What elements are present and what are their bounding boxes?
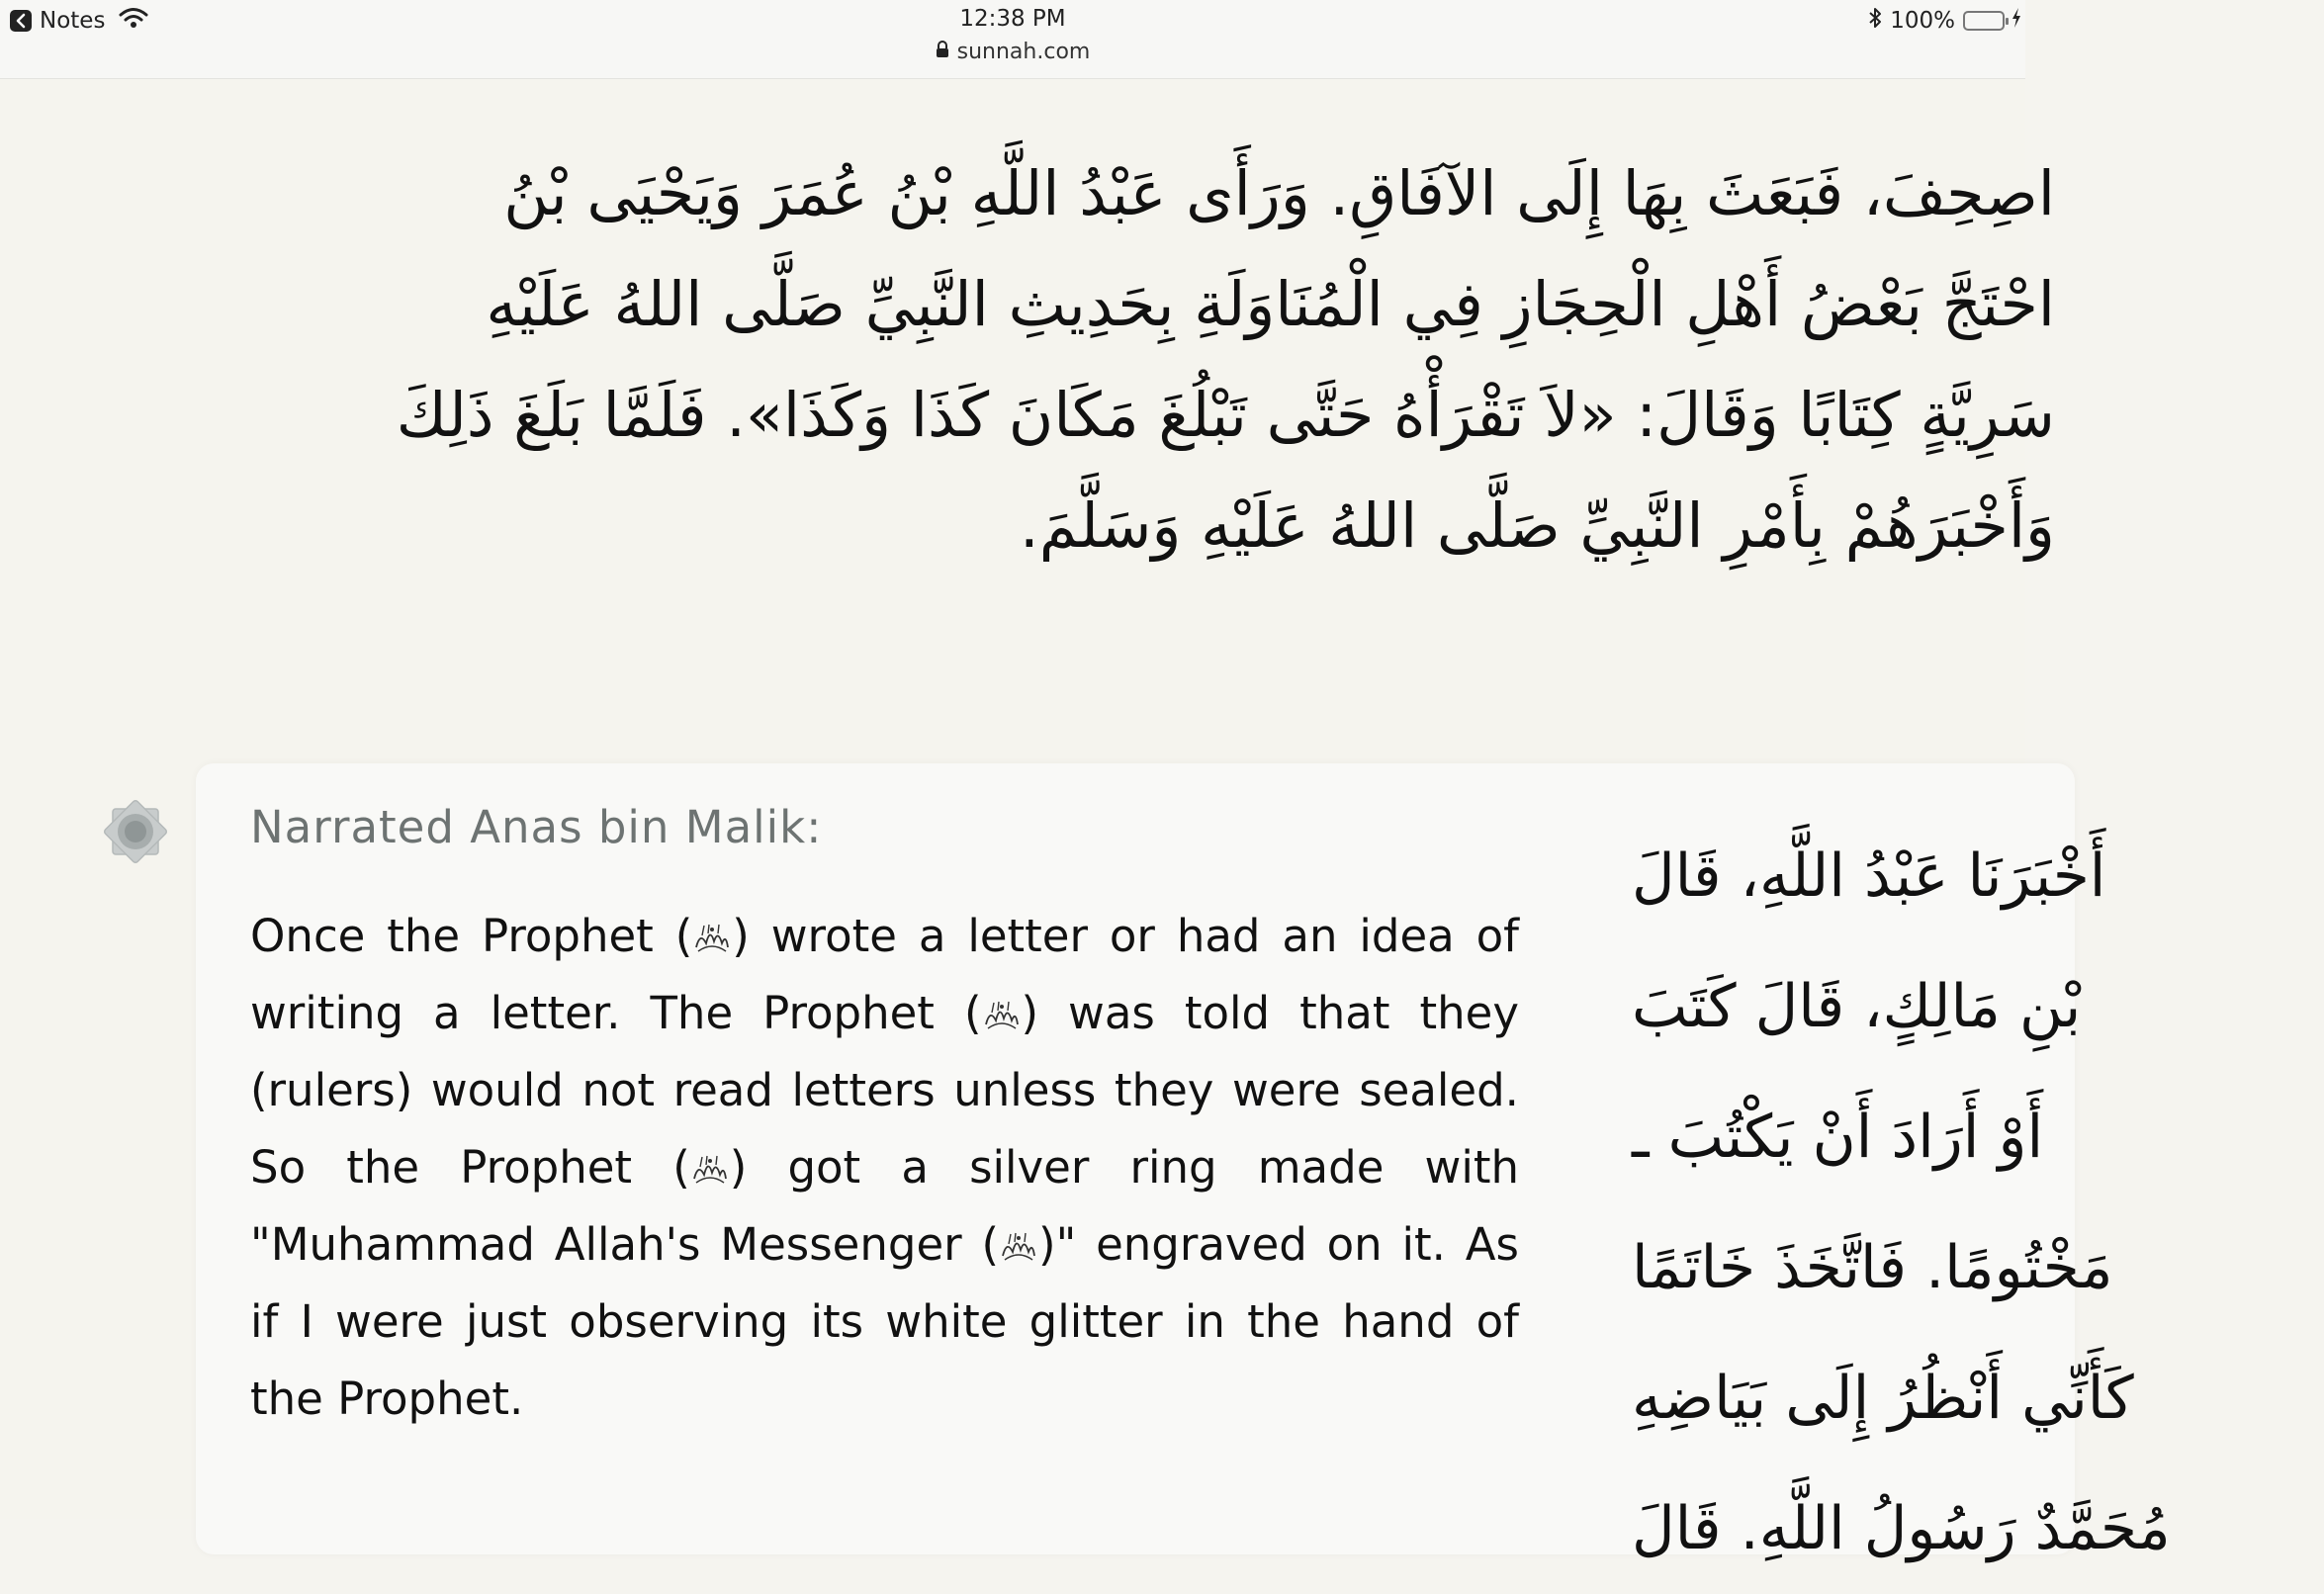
address-bar[interactable] (0, 40, 2025, 64)
arabic-text-block-top (396, 138, 2055, 593)
hadith-segment: Once the Prophet ( (250, 910, 693, 962)
arabic-line: كَأَنِّي أَنْظُرُ إِلَى بَيَاضِهِ (1632, 1364, 2134, 1433)
charging-bolt-icon (2011, 8, 2021, 34)
bluetooth-icon (1868, 7, 1882, 35)
arabic-line: سَرِيَّةٍ كِتَابًا وَقَالَ: «لاَ تَقْرَأْهُ حَتَّى تَبْلُغَ مَكَانَ كَذَا وَكَذَا». فَلَمَّا بَلَغَ ذَلِكَ (396, 379, 2055, 451)
arabic-line: بْنِ مَالِكٍ، قَالَ كَتَبَ (1632, 972, 2082, 1041)
hadith-segment: ) got a silver ring made with "Muhammad Allah's Messenger ( (250, 1141, 1519, 1271)
lock-icon (936, 40, 949, 64)
narrator-heading: Narrated Anas bin Malik: (250, 801, 823, 853)
salawat-calligraphy-icon (692, 902, 732, 935)
battery-icon (1963, 11, 2005, 31)
status-bar (0, 0, 2025, 79)
status-time: 12:38 PM (959, 6, 1066, 32)
hadith-segment: )" engraved on it. As if I were just observing its white glitter in the hand of the Prophet. (250, 1218, 1519, 1425)
arabic-line: أَخْبَرَنَا عَبْدُ اللَّهِ، قَالَ (1632, 841, 2106, 911)
status-right (1868, 6, 2021, 36)
arabic-line: اصِحِفَ، فَبَعَثَ بِهَا إِلَى الآفَاقِ. وَرَأَى عَبْدُ اللَّهِ بْنُ عُمَرَ وَيَحْيَى بْنُ (503, 157, 2055, 229)
hadith-arabic-text (1582, 811, 2171, 1563)
arabic-line: احْتَجَّ بَعْضُ أَهْلِ الْحِجَازِ فِي الْمُنَاوَلَةِ بِحَدِيثِ النَّبِيِّ صَلَّى اللهُ عَلَيْهِ (486, 268, 2055, 340)
salawat-calligraphy-icon (690, 1133, 730, 1167)
arabic-line: أَوْ أَرَادَ أَنْ يَكْتُبَ ـ (1632, 1103, 2044, 1172)
arabic-line: مُحَمَّدٌ رَسُولُ اللَّهِ. قَالَ (1632, 1494, 2171, 1563)
hadith-segment: ) was told that they (rulers) would not read letters unless they were sealed. So the Prophet ( (250, 987, 1519, 1194)
salawat-calligraphy-icon (999, 1210, 1038, 1244)
salawat-calligraphy-icon (982, 979, 1022, 1013)
hadith-segment: ) wrote a letter or had an idea of writing a letter. The Prophet ( (250, 910, 1519, 1039)
arabic-line: وَأَخْبَرَهُمْ بِأَمْرِ النَّبِيِّ صَلَّى اللهُ عَلَيْهِ وَسَلَّمَ. (1020, 489, 2055, 562)
battery-percent: 100% (1890, 8, 1955, 34)
arabic-line: مَخْتُومًا. فَاتَّخَذَ خَاتَمًا (1632, 1233, 2113, 1302)
hadith-english-text (250, 898, 1519, 1438)
url-text: sunnah.com (956, 40, 1091, 64)
ornament-star-icon (99, 795, 172, 868)
back-app-label: Notes (40, 8, 106, 34)
